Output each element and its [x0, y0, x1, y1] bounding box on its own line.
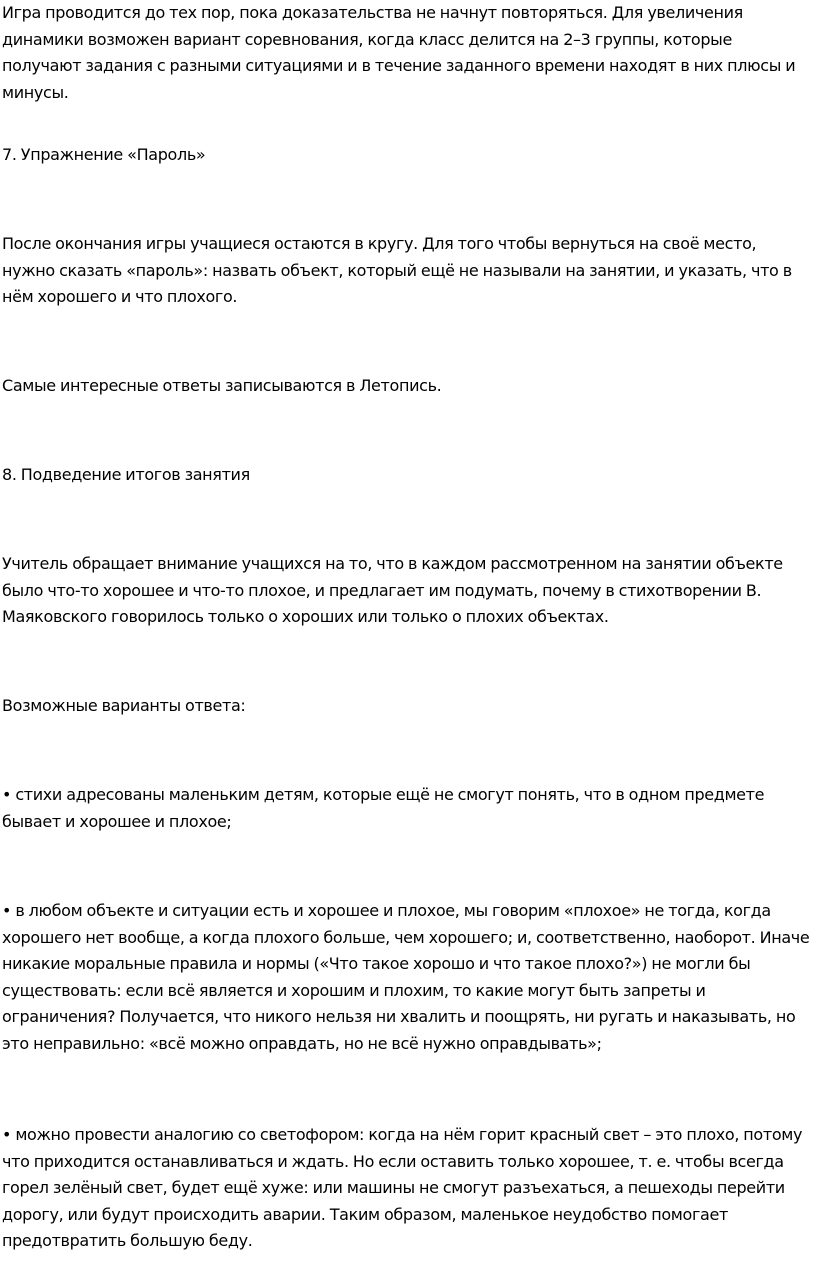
paragraph-possible-answers-label: Возможные варианты ответа: — [2, 696, 246, 715]
heading-lesson-summary: 8. Подведение итогов занятия — [2, 465, 250, 484]
list-item-answer-1: • стихи адресованы маленьким детям, которые ещё не смогут понять, что в одном предмете бывает и хорошее и плохое; — [2, 785, 765, 831]
paragraph-password-rules: После окончания игры учащиеся остаются в кругу. Для того чтобы вернуться на своё место, нужно сказать «пароль»: назвать объект, который ещё не называли на занятии, и указать, что в нём хорошего и что плохого. — [2, 234, 792, 306]
paragraph-chronicle-note: Самые интересные ответы записываются в Летопись. — [2, 376, 442, 395]
paragraph-teacher-summary: Учитель обращает внимание учащихся на то, что в каждом рассмотренном на занятии объекте было что-то хорошее и что-то плохое, и предлагает им подумать, почему в стихотворении В. Маяковского говорилось только о хороших или только о плохих объектах. — [2, 554, 783, 626]
heading-exercise-password: 7. Упражнение «Пароль» — [2, 145, 206, 164]
list-item-answer-2: • в любом объекте и ситуации есть и хорошее и плохое, мы говорим «плохое» не тогда, когда хорошего нет вообще, а когда плохого больше, чем хорошего; и, соответственно, наоборот. Иначе никакие моральные правила и нормы («Что такое хорошо и что такое плохо?») не могли бы существовать: если всё является и хорошим и плохим, то какие могут быть запреты и ограничения? Получается, что никого нельзя ни хвалить и поощрять, ни ругать и наказывать, но это неправильно: «всё можно оправдать, но не всё нужно оправдывать»; — [2, 901, 810, 1053]
list-item-answer-3: • можно провести аналогию со светофором: когда на нём горит красный свет – это плохо, потому что приходится останавливаться и ждать. Но если оставить только хорошее, т. е. чтобы всегда горел зелёный свет, будет ещё хуже: или машины не смогут разъехаться, а пешеходы перейти дорогу, или будут происходить аварии. Таким образом, маленькое неудобство помогает предотвратить большую беду. — [2, 1125, 803, 1250]
paragraph-game-duration: Игра проводится до тех пор, пока доказательства не начнут повторяться. Для увеличения динамики возможен вариант соревнования, когда класс делится на 2–3 группы, которые получают задания с разными ситуациями и в течение заданного времени находят в них плюсы и минусы. — [2, 3, 796, 102]
